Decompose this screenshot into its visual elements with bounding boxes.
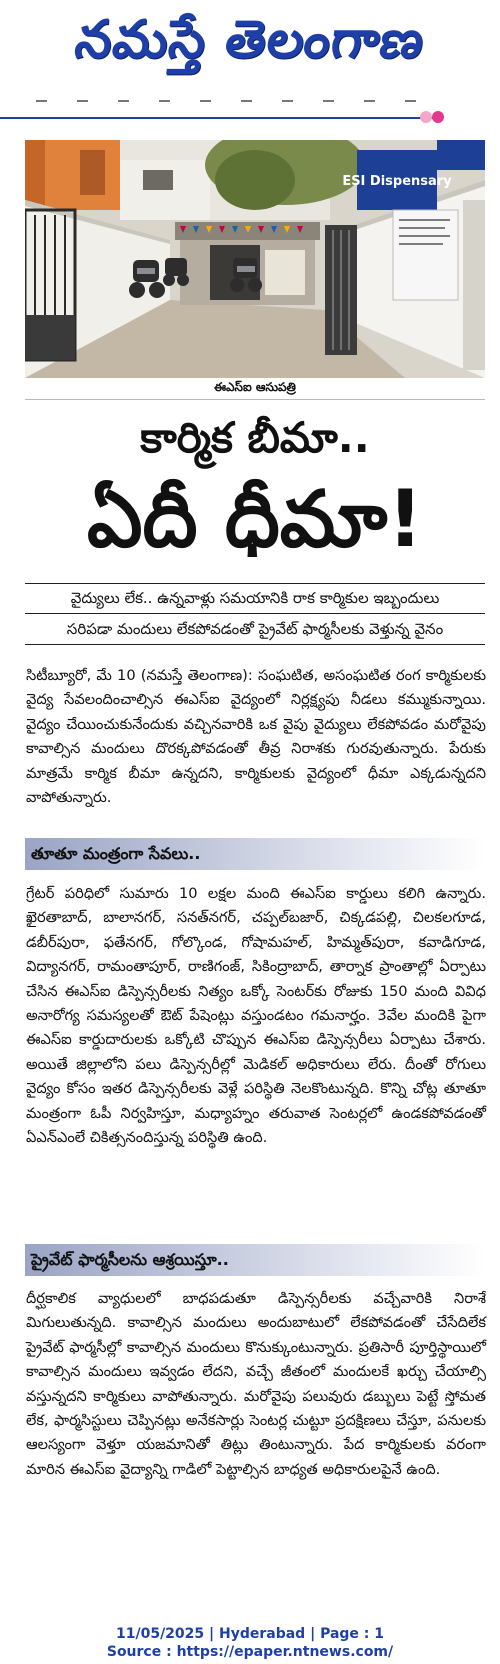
kicker-divider [25, 613, 485, 614]
headline-line-2: ఏదీ ధీమా! [87, 475, 423, 565]
photo-illustration [25, 140, 485, 378]
kicker-line-1: వైద్యులు లేక.. ఉన్నవాళ్లు సమయానికి రాక కార్మికుల ఇబ్బందులు [70, 589, 440, 607]
signboard-text: ESI Dispensary [342, 174, 452, 189]
photo-caption: ఈఎస్ఐ ఆసుపత్రి [214, 380, 296, 394]
kicker-divider [25, 583, 485, 584]
section-subheading-2: ప్రైవేట్ ఫార్మసీలను ఆశ్రయిస్తూ.. [25, 1244, 485, 1276]
kicker-line-2: సరిపడా మందులు లేకపోవడంతో ప్రైవేట్ ఫార్మసీలకు వెళ్తున్న వైనం [66, 620, 444, 638]
kicker-divider [25, 644, 485, 645]
masthead [0, 0, 500, 112]
headline-line-1: కార్మిక బీమా.. [140, 413, 370, 462]
decorative-dot-light [420, 111, 432, 123]
edition-info: 11/05/2025 | Hyderabad | Page : 1 [115, 1626, 385, 1642]
caption-divider [25, 399, 485, 400]
section-subheading-1: తూతూ మంత్రంగా సేవలు.. [25, 838, 485, 870]
source-link[interactable]: Source : https://epaper.ntnews.com/ [106, 1644, 394, 1660]
newspaper-logo: నమస్తే తెలంగాణ [71, 10, 429, 70]
decorative-dot [432, 111, 444, 123]
news-photo [25, 140, 485, 378]
masthead-rule [0, 117, 440, 119]
masthead-tagline-dots [36, 94, 416, 106]
article-paragraph-2: గ్రేటర్ పరిధిలో సుమారు 10 లక్షల మంది ఈఎస్ఐ కార్డులు కలిగి ఉన్నారు. ఖైరతాబాద్, బాలానగర్, సనత్‌నగర్, చప్పల్‌బజార్, చిక్కడపల్లి, చిలకలగూడ, డబీర్‌పురా, ఫతేనగర్, గోల్కొండ, గోషామహల్, హిమ్మత్‌పురా, కవాడిగూడ, విద్యానగర్, రామంతాపూర్, రాణిగంజ్, సికింద్రాబాద్, తార్నాక ప్రాంతాల్లో ఏర్పాటు చేసిన ఈఎస్ఐ డిస్పెన్సరీలకు నిత్యం ఒక్కో సెంటర్‌కు రోజుకు 150 మంది వివిధ అనారోగ్య సమస్యలతో ఔట్ పేషెంట్లు వస్తుండటం గమనార్హం. 3వేల మందికి పైగా ఈఎస్ఐ కార్డుదారులకు ఒక్కోటి చొప్పున ఈఎస్ఐ డిస్పెన్సరీలు ఏర్పాటు చేశారు. అయితే జిల్లాలోని పలు డిస్పెన్సరీల్లో మెడికల్ అధికారులు లేరు. దీంతో రోగులు వైద్యం కోసం ఇతర డిస్పెన్సరీలకు వెళ్లే పరిస్థితి నెలకొంటున్నది. కొన్ని చోట్ల తూతూ మంత్రంగా ఓపీ నిర్వహిస్తూ, మధ్యాహ్నం తరువాత సెంటర్లలో ఉండకపోవడంతో ఏఎన్ఎంలే చికిత్సనందిస్తున్న పరిస్థితి ఉంది. [26, 885, 486, 1147]
article-paragraph-1: సిటీబ్యూరో, మే 10 (నమస్తే తెలంగాణ): సంఘటిత, అసంఘటిత రంగ కార్మికులకు వైద్య సేవలందించాల్సిన ఈఎస్ఐ వైద్యంలో నిర్లక్ష్యపు నీడలు కమ్ముకున్నాయి. వైద్యం చేయించుకునేందుకు వచ్చినవారికి ఒక వైపు వైద్యులు లేకపోవడం మరోవైపు కావాల్సిన మందులు దొరక్కపోవడంతో తీవ్ర నిరాశకు గురవుతున్నారు. పేరుకు మాత్రమే కార్మిక బీమా ఉన్నదని, కార్మికులకు వైద్యంలో ధీమా ఎక్కడున్నదని వాపోతున్నారు. [26, 667, 486, 807]
article-paragraph-3: దీర్ఘకాలిక వ్యాధులలో బాధపడుతూ డిస్పెన్సరీలకు వచ్చేవారికి నిరాశే మిగులుతున్నది. కావాల్సిన మందులు అందుబాటులో లేకపోవడంతో చేసేదిలేక ప్రైవేట్ ఫార్మసీల్లో కావాల్సిన మందులు కొనుక్కుంటున్నారు. ప్రతిసారీ పూర్తిస్థాయిలో కావాల్సిన మందులు ఇవ్వడం లేదని, వచ్చే జీతంలో మందులకే ఖర్చు చేయాల్సి వస్తున్నదని కార్మికులు వాపోతున్నారు. మరోవైపు పలువురు డబ్బులు పెట్టే స్తోమత లేక, ఫార్మసిస్టులు చెప్పినట్లు అనేకసార్లు సెంటర్ల చుట్టూ ప్రదక్షిణలు చేస్తూ, పనులకు ఆలస్యంగా వెళ్తూ యజమానితో తిట్లు తింటున్నారు. పేద కార్మికులకు వరంగా మారిన ఈఎస్ఐ వైద్యాన్ని గాడిలో పెట్టాల్సిన బాధ్యత అధికారులపైనే ఉంది. [26, 1290, 486, 1478]
